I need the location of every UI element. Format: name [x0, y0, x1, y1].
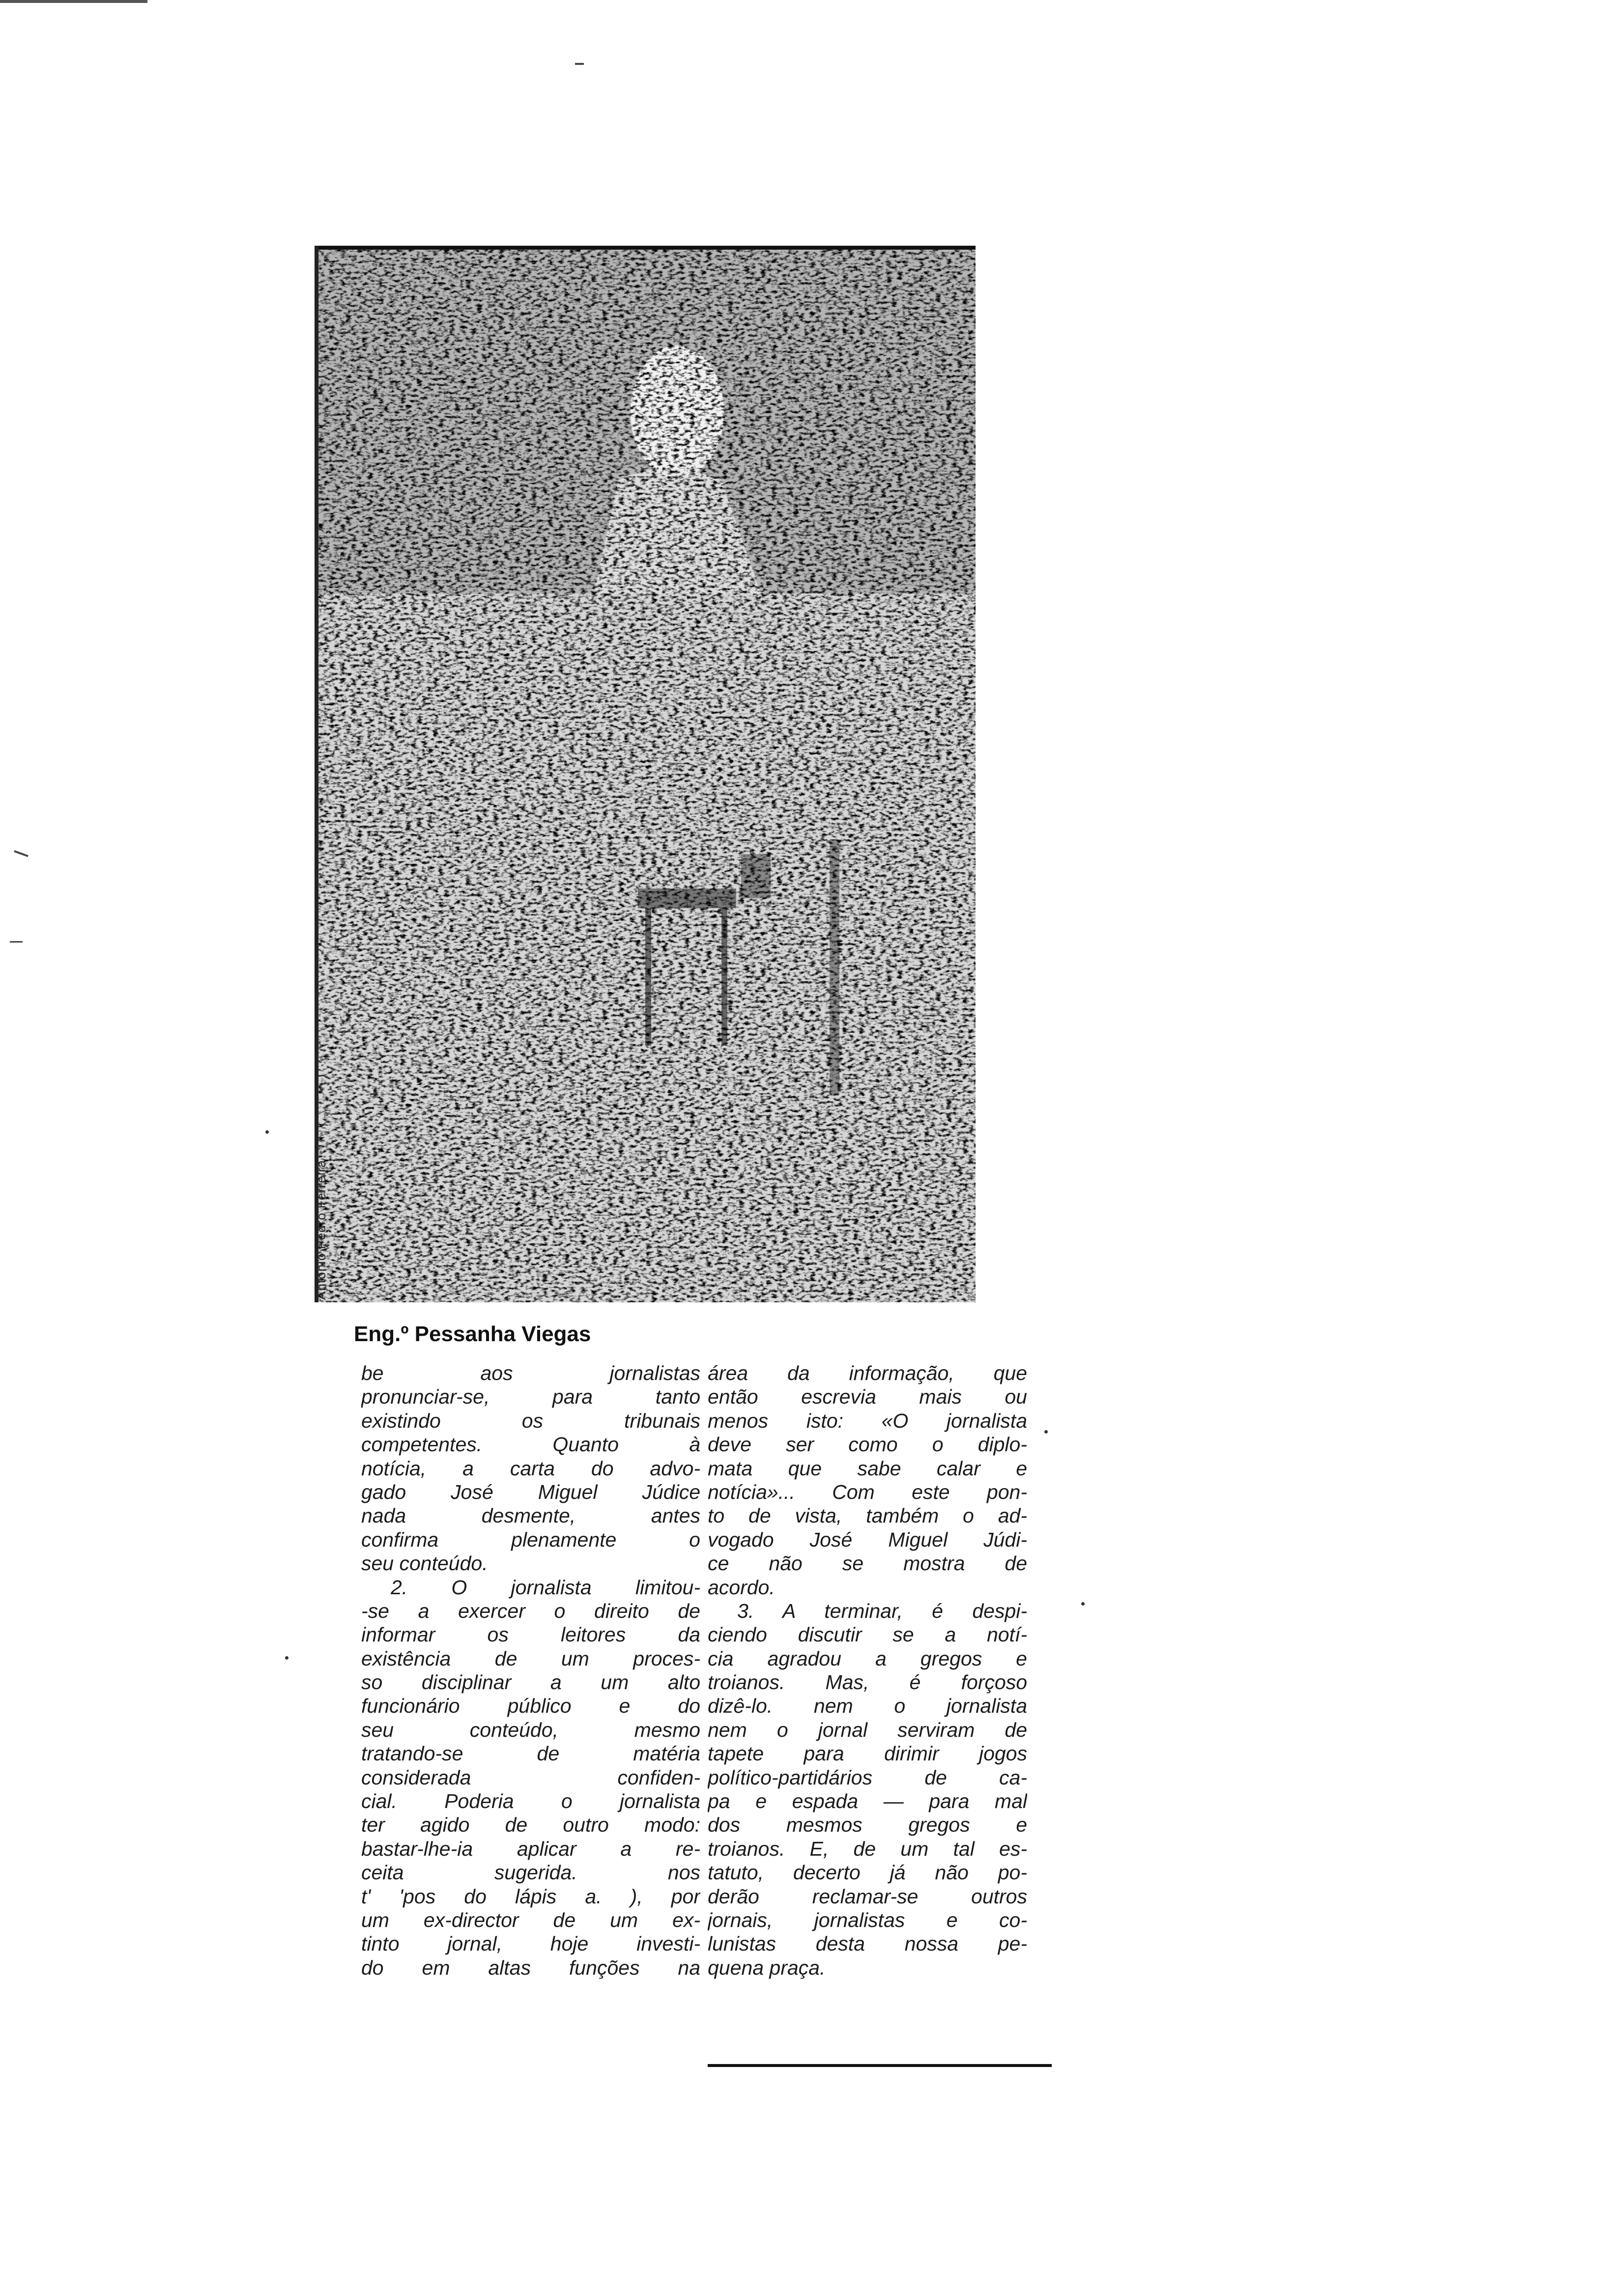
text-line: cial. Poderia o jornalista — [361, 1790, 700, 1813]
text-line: seu conteúdo, mesmo — [361, 1718, 700, 1741]
text-line: menos isto: «O jornalista — [708, 1409, 1027, 1432]
text-line: nem o jornal serviram de — [708, 1718, 1027, 1741]
text-line: ter agido de outro modo: — [361, 1813, 700, 1837]
text-line: pa e espada — para mal — [708, 1790, 1027, 1813]
text-line: existência de um proces- — [361, 1647, 700, 1670]
photo-image — [318, 250, 976, 1302]
text-line: jornais, jornalistas e co- — [708, 1908, 1027, 1931]
text-line: confirma plenamente o — [361, 1528, 700, 1551]
text-line: pronunciar-se, para tanto — [361, 1385, 700, 1408]
text-line: lunistas desta nossa pe- — [708, 1932, 1027, 1955]
text-line: existindo os tribunais — [361, 1409, 700, 1432]
text-line: deve ser como o diplo- — [708, 1433, 1027, 1456]
text-line: tinto jornal, hoje investi- — [361, 1932, 700, 1955]
photo-halftone — [318, 250, 976, 1302]
text-line: t' 'pos do lápis a. ), por — [361, 1885, 700, 1908]
photo-top-rule — [315, 246, 976, 250]
text-line: notícia»... Com este pon- — [708, 1480, 1027, 1503]
text-line: be aos jornalistas — [361, 1362, 700, 1384]
text-line: 3. A terminar, é despi- — [737, 1599, 1027, 1622]
text-line: dizê-lo. nem o jornalista — [708, 1694, 1027, 1718]
text-line: -se a exercer o direito de — [361, 1599, 700, 1622]
text-line: do em altas funções na — [361, 1956, 700, 1979]
text-line: seu conteúdo. — [361, 1552, 488, 1575]
text-line: 2. O jornalista limitou- — [391, 1576, 700, 1599]
text-line: derão reclamar-se outros — [708, 1885, 1027, 1908]
scan-speck — [1044, 1430, 1048, 1434]
text-line: mata que sabe calar e — [708, 1457, 1027, 1480]
photo-caption: Eng.º Pessanha Viegas — [354, 1322, 591, 1346]
text-line: área da informação, que — [708, 1362, 1027, 1384]
text-line: funcionário público e do — [361, 1694, 700, 1718]
text-line: vogado José Miguel Júdi- — [708, 1528, 1027, 1551]
text-line: tatuto, decerto já não po- — [708, 1861, 1027, 1884]
text-line: um ex-director de um ex- — [361, 1908, 700, 1931]
article-photo — [315, 246, 976, 1302]
text-line: nada desmente, antes — [361, 1504, 700, 1527]
column-bottom-rule — [708, 2064, 1052, 2067]
scan-speck — [285, 1656, 288, 1660]
text-line: gado José Miguel Júdice — [361, 1480, 700, 1503]
text-line: informar os leitores da — [361, 1623, 700, 1646]
photo-credit: António Pedro Ferreira — [314, 1159, 328, 1300]
text-line: ciendo discutir se a notí- — [708, 1623, 1027, 1646]
text-line: então escrevia mais ou — [708, 1385, 1027, 1408]
text-line: so disciplinar a um alto — [361, 1671, 700, 1694]
text-line: notícia, a carta do advo- — [361, 1457, 700, 1480]
text-line: acordo. — [708, 1576, 775, 1599]
article-column-left — [361, 1361, 700, 1980]
text-line: tapete para dirimir jogos — [708, 1742, 1027, 1765]
text-line: competentes. Quanto à — [361, 1433, 700, 1456]
text-line: cia agradou a gregos e — [708, 1647, 1027, 1670]
text-line: tratando-se de matéria — [361, 1742, 700, 1765]
scan-speck — [14, 850, 29, 857]
text-line: troianos. Mas, é forçoso — [708, 1671, 1027, 1694]
scan-speck — [265, 1130, 269, 1134]
text-line: considerada confiden- — [361, 1766, 700, 1789]
scan-speck — [10, 941, 23, 943]
text-line: político-partidários de ca- — [708, 1766, 1027, 1789]
scan-speck — [575, 63, 584, 65]
text-line: dos mesmos gregos e — [708, 1813, 1027, 1837]
article-column-right — [708, 1361, 1027, 1980]
text-line: ceita sugerida. nos — [361, 1861, 700, 1884]
text-line: ce não se mostra de — [708, 1552, 1027, 1575]
photo-left-rule — [315, 246, 318, 1302]
scan-speck — [1081, 1602, 1085, 1606]
text-line: bastar-lhe-ia aplicar a re- — [361, 1837, 700, 1860]
text-line: quena praça. — [708, 1956, 826, 1979]
text-line: troianos. E, de um tal es- — [708, 1837, 1027, 1860]
scan-edge-mark — [0, 0, 147, 3]
text-line: to de vista, também o ad- — [708, 1504, 1027, 1527]
